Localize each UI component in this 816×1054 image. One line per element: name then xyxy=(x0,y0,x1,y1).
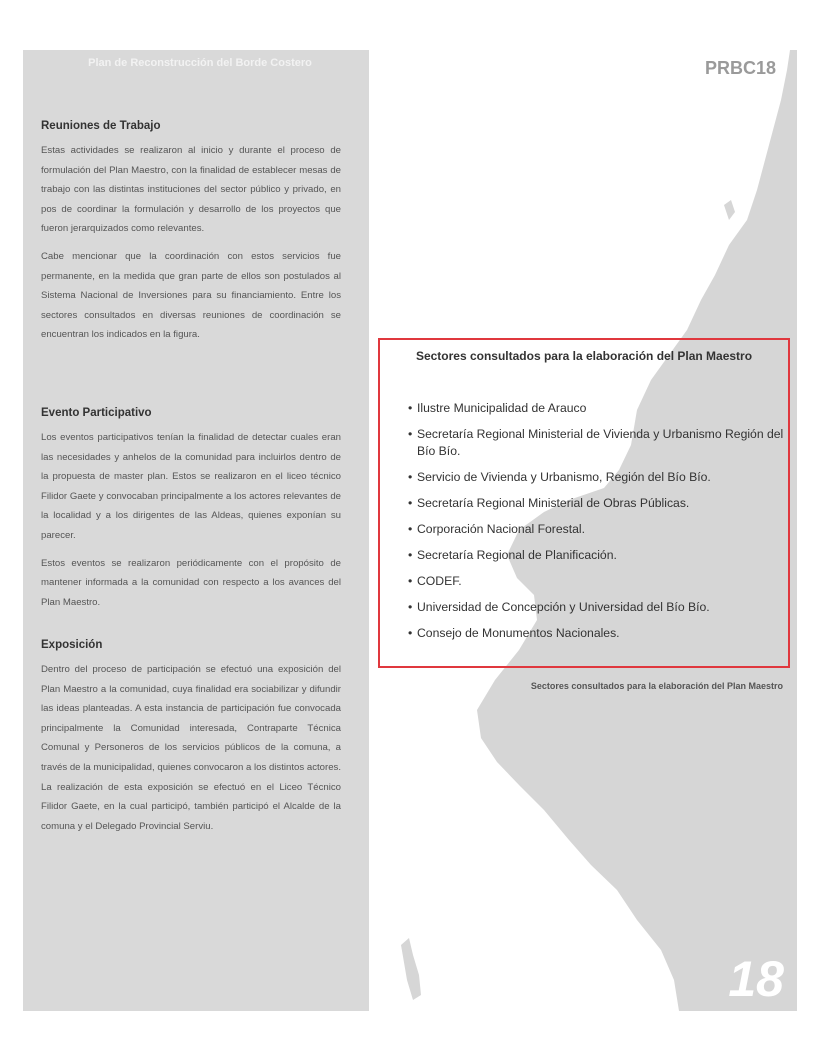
section-exposicion xyxy=(41,639,341,844)
bullet-icon: • xyxy=(408,496,413,510)
paragraph: Estos eventos se realizaron periódicamente con el propósito de mantener informada a la comunidad con respecto a los avances del Plan Maestro. xyxy=(41,557,341,608)
list-item: • Secretaría Regional de Planificación. xyxy=(408,548,617,562)
paragraph: Cabe mencionar que la coordinación con estos servicios fue permanente, en la medida que gran parte de ellos son postulados al Sistema Nacional de Inversiones para su financiamiento. Entre los sectores consultados en diversas reuniones de coordinación se encuentran los indicados en la figura. xyxy=(41,250,341,341)
paragraph: Los eventos participativos tenían la finalidad de detectar cuales eran las necesidades y anhelos de la comunidad para incluirlos dentro de la propuesta de master plan. Estos se realizaron en el liceo técnico Filidor Gaete y convocaban principalmente a los actores relevantes de la localidad y a los dirigentes de las Aldeas, quienes exponían su parecer. xyxy=(41,432,341,541)
sectores-list xyxy=(408,400,784,651)
figure-caption: Sectores consultados para la elaboración del Plan Maestro xyxy=(530,681,783,691)
document-code: PRBC18 xyxy=(704,58,776,78)
list-item: • Secretaría Regional Ministerial de Vivienda y Urbanismo Región del Bío Bío. xyxy=(408,427,784,458)
bullet-icon: • xyxy=(408,401,413,415)
document-title: Plan de Reconstrucción del Borde Costero xyxy=(88,57,312,69)
bullet-icon: • xyxy=(408,548,413,562)
paragraph: Estas actividades se realizaron al inicio y durante el proceso de formulación del Plan Maestro, con la finalidad de establecer mesas de trabajo con las distintas instituciones del sector público y privado, en pos de coordinar la formulación y desarrollo de los proyectos que fueron jerarquizados como relevantes. xyxy=(41,145,341,235)
bullet-icon: • xyxy=(408,574,413,588)
list-item: • Secretaría Regional Ministerial de Obras Públicas. xyxy=(408,496,690,510)
list-item: • Servicio de Vivienda y Urbanismo, Región del Bío Bío. xyxy=(408,470,711,484)
section-heading: Reuniones de Trabajo xyxy=(41,120,161,132)
list-item: • Corporación Nacional Forestal. xyxy=(408,522,585,536)
paragraph: Dentro del proceso de participación se efectuó una exposición del Plan Maestro a la comunidad, cuya finalidad era sociabilizar y difundir las ideas planteadas. A esta instancia de participación fue convocada principalmente la Comunidad interesada, Contraparte Técnica Comunal y Personeros de los servicios públicos de la comuna, a través de la municipalidad, quienes convocaron a los distintos actores. La realización de esta exposición se efectuó en el Liceo Técnico Filidor Gaete, en la cual participó, también participó el Alcalde de la comuna y el Delegado Provincial Serviu. xyxy=(41,664,341,832)
list-item: • Ilustre Municipalidad de Arauco xyxy=(408,401,587,415)
list-item: • CODEF. xyxy=(408,574,462,588)
section-evento xyxy=(41,407,341,620)
box-title: Sectores consultados para la elaboración del Plan Maestro xyxy=(415,349,753,363)
page-number: 18 xyxy=(728,951,784,1007)
list-item: • Consejo de Monumentos Nacionales. xyxy=(408,626,620,640)
bullet-icon: • xyxy=(408,600,413,614)
sectores-box xyxy=(378,338,790,668)
bullet-icon: • xyxy=(408,522,413,536)
bullet-icon: • xyxy=(408,626,413,640)
section-reuniones xyxy=(41,120,341,353)
list-item: • Universidad de Concepción y Universidad del Bío Bío. xyxy=(408,600,710,614)
section-heading: Evento Participativo xyxy=(41,407,152,419)
section-heading: Exposición xyxy=(41,639,103,651)
bullet-icon: • xyxy=(408,427,413,441)
bullet-icon: • xyxy=(408,470,413,484)
